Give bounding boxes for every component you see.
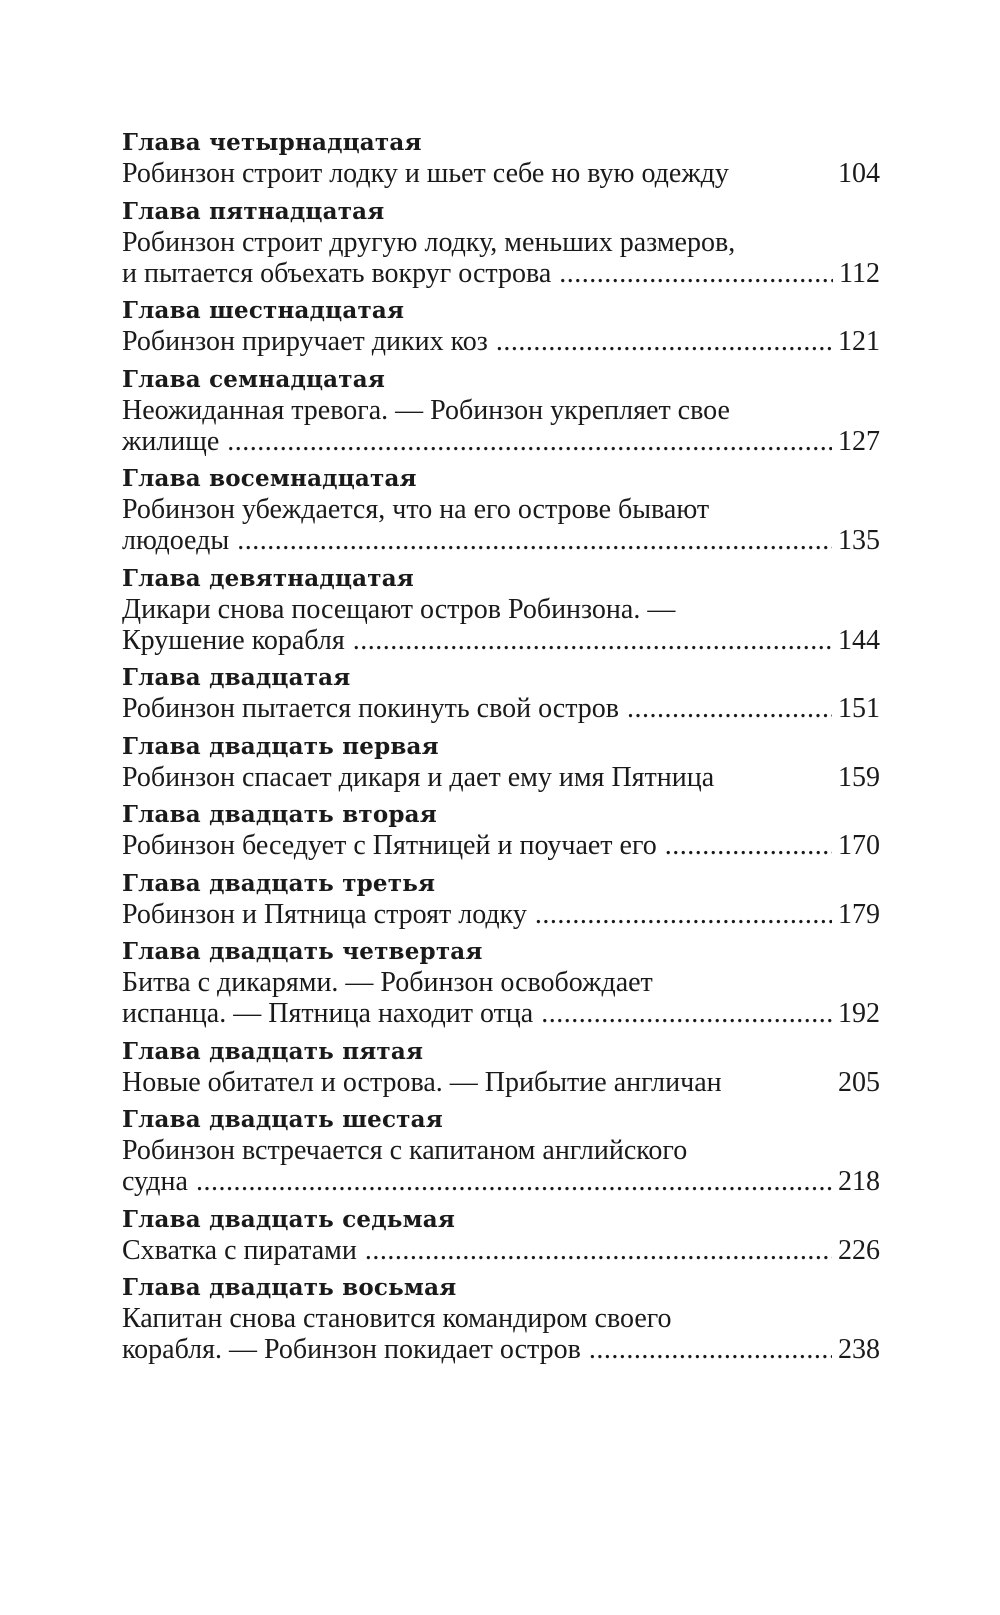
chapter-description-text: Робинзон беседует с Пятницей и поучает его: [122, 830, 657, 861]
dot-leader: [365, 1235, 832, 1266]
page-number: 179: [838, 898, 880, 930]
toc-entry: [122, 1037, 880, 1098]
page-number: 135: [838, 525, 880, 556]
page-number: 226: [838, 1234, 880, 1266]
chapter-description-line: [122, 762, 880, 793]
chapter-description-line: [122, 899, 880, 930]
chapter-description-line: [122, 1067, 880, 1098]
chapter-description-line: [122, 1166, 880, 1197]
chapter-description-line: Битва с дикарями. — Робинзон освобождает: [122, 967, 653, 998]
page-number: 104: [838, 158, 880, 189]
chapter-heading: Глава двадцать первая: [122, 732, 439, 760]
chapter-description-line: [122, 830, 880, 861]
chapter-heading: Глава пятнадцатая: [122, 197, 385, 225]
page-number: 192: [838, 998, 880, 1029]
chapter-description-line: Робинзон строит другую лодку, меньших размеров,: [122, 226, 736, 258]
chapter-description-line: [122, 426, 880, 457]
chapter-heading: Глава шестнадцатая: [122, 297, 405, 324]
toc-entry: [122, 296, 880, 357]
page-number: 238: [838, 1334, 880, 1365]
chapter-description-text: Робинзон пытается покинуть свой остров: [122, 693, 620, 724]
toc-entry: [122, 937, 880, 1029]
chapter-heading: Глава двадцать седьмая: [122, 1205, 456, 1233]
chapter-description-text: жилище: [122, 425, 220, 457]
dot-leader: [227, 426, 832, 457]
chapter-description-line: [122, 625, 880, 656]
chapter-description-text: и пытается объехать вокруг острова: [122, 257, 552, 289]
chapter-heading: Глава четырнадцатая: [122, 129, 422, 156]
dot-leader: [541, 998, 832, 1029]
chapter-description-line: [122, 693, 880, 724]
chapter-heading: Глава девятнадцатая: [122, 564, 414, 592]
chapter-description-line: Дикари снова посещают остров Робинзона. —: [122, 593, 676, 625]
dot-leader: [353, 625, 832, 656]
toc-entry: [122, 663, 880, 724]
dot-leader: [496, 326, 832, 357]
chapter-heading: Глава двадцать шестая: [122, 1106, 443, 1133]
toc-entry: [122, 128, 880, 189]
chapter-description-text: корабля. — Робинзон покидает остров: [122, 1334, 581, 1365]
chapter-description-text: судна: [122, 1166, 188, 1197]
chapter-description-line: Капитан снова становится командиром своего: [122, 1303, 672, 1334]
chapter-description-line: [122, 1235, 880, 1266]
chapter-description-text: Новые обитател и острова. — Прибытие англичан: [122, 1066, 722, 1098]
chapter-heading: Глава двадцать восьмая: [122, 1274, 457, 1301]
chapter-heading: Глава двадцать четвертая: [122, 938, 483, 965]
chapter-heading: Глава двадцать вторая: [122, 801, 437, 828]
toc-entry: [122, 732, 880, 793]
toc-entry: [122, 1205, 880, 1266]
chapter-description-text: Робинзон спасает дикаря и дает ему имя Пятница: [122, 761, 715, 793]
table-of-contents: [122, 128, 880, 1373]
chapter-description-text: людоеды: [122, 525, 230, 556]
chapter-description-line: [122, 1334, 880, 1365]
chapter-description-line: [122, 998, 880, 1029]
chapter-description-line: Робинзон встречается с капитаном английского: [122, 1135, 688, 1166]
page-number: 127: [838, 425, 880, 457]
dot-leader: [589, 1334, 832, 1365]
chapter-heading: Глава двадцать пятая: [122, 1037, 424, 1065]
dot-leader: [627, 693, 832, 724]
toc-entry: [122, 1273, 880, 1365]
page-number: 151: [838, 693, 880, 724]
page-number: 170: [838, 830, 880, 861]
chapter-description-line: [122, 525, 880, 556]
chapter-description-text: Схватка с пиратами: [122, 1234, 357, 1266]
page-number: 159: [838, 761, 880, 793]
dot-leader: [196, 1166, 832, 1197]
chapter-description-text: Робинзон приручает диких коз: [122, 326, 488, 357]
page-number: 205: [838, 1066, 880, 1098]
chapter-heading: Глава восемнадцатая: [122, 465, 417, 492]
toc-entry: [122, 564, 880, 656]
dot-leader: [559, 258, 833, 289]
toc-entry: [122, 869, 880, 930]
page-number: 112: [839, 257, 880, 289]
chapter-description-text: Крушение корабля: [122, 624, 345, 656]
chapter-description-line: [122, 158, 880, 189]
toc-entry: [122, 197, 880, 289]
dot-leader: [665, 830, 832, 861]
chapter-heading: Глава двадцатая: [122, 664, 351, 691]
chapter-description-line: [122, 258, 880, 289]
dot-leader: [535, 899, 832, 930]
toc-entry: [122, 365, 880, 457]
chapter-heading: Глава двадцать третья: [122, 869, 436, 897]
page-number: 218: [838, 1166, 880, 1197]
toc-entry: [122, 800, 880, 861]
chapter-description-line: Робинзон убеждается, что на его острове бывают: [122, 494, 710, 525]
chapter-heading: Глава семнадцатая: [122, 365, 386, 393]
page-number: 121: [838, 326, 880, 357]
toc-entry: [122, 464, 880, 556]
chapter-description-text: Робинзон строит лодку и шьет себе но вую одежду: [122, 158, 729, 189]
toc-entry: [122, 1105, 880, 1197]
chapter-description-text: Робинзон и Пятница строят лодку: [122, 898, 527, 930]
chapter-description-line: Неожиданная тревога. — Робинзон укрепляет свое: [122, 394, 730, 426]
chapter-description-text: испанца. — Пятница находит отца: [122, 998, 534, 1029]
chapter-description-line: [122, 326, 880, 357]
dot-leader: [237, 525, 832, 556]
page-number: 144: [838, 624, 880, 656]
